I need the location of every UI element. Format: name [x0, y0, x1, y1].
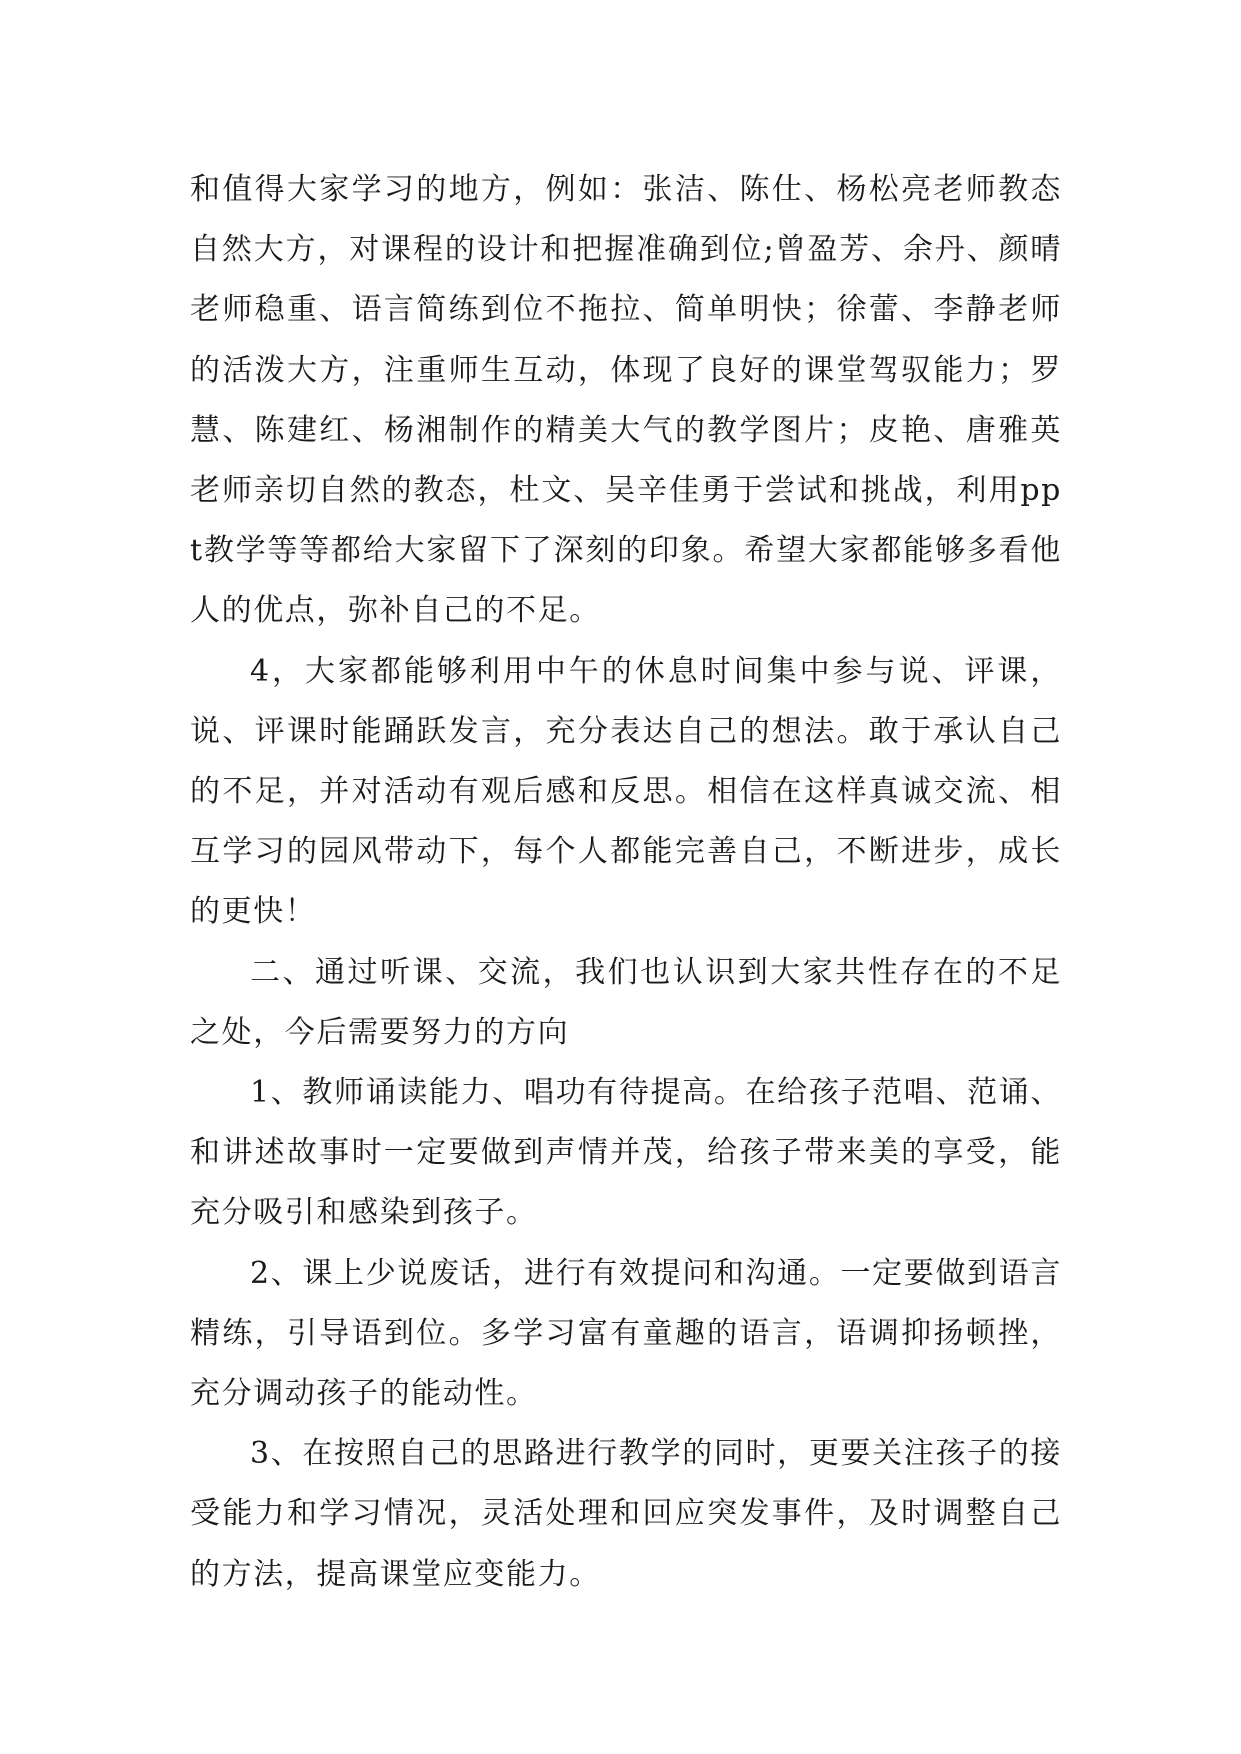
paragraph-6: 3、在按照自己的思路进行教学的同时，更要关注孩子的接受能力和学习情况，灵活处理和回应突发事件，及时调整自己的方法，提高课堂应变能力。	[190, 1436, 1062, 1592]
paragraph-5: 2、课上少说废话，进行有效提问和沟通。一定要做到语言精练，引导语到位。多学习富有童趣的语言，语调抑扬顿挫，充分调动孩子的能动性。	[190, 1255, 1062, 1412]
paragraph-4: 1、教师诵读能力、唱功有待提高。在给孩子范唱、范诵、和讲述故事时一定要做到声情并茂，给孩子带来美的享受，能充分吸引和感染到孩子。	[190, 1075, 1062, 1231]
paragraph-1: 和值得大家学习的地方，例如：张洁、陈仕、杨松亮老师教态自然大方，对课程的设计和把握准确到位;曾盈芳、余丹、颜晴老师稳重、语言简练到位不拖拉、简单明快；徐蕾、李静老师的活泼大方，注重师生互动，体现了良好的课堂驾驭能力；罗慧、陈建红、杨湘制作的精美大气的教学图片；皮艳、唐雅英老师亲切自然的教态，杜文、吴辛佳勇于尝试和挑战，利用ppt教学等等都给大家留下了深刻的印象。希望大家都能够多看他人的优点，弥补自己的不足。	[190, 172, 1062, 629]
document-body	[190, 160, 1062, 1605]
paragraph-3: 二、通过听课、交流，我们也认识到大家共性存在的不足之处，今后需要努力的方向	[190, 954, 1062, 1050]
paragraph-2: 4，大家都能够利用中午的休息时间集中参与说、评课，说、评课时能踊跃发言，充分表达自己的想法。敢于承认自己的不足，并对活动有观后感和反思。相信在这样真诚交流、相互学习的园风带动下，每个人都能完善自己，不断进步，成长的更快！	[190, 653, 1062, 930]
